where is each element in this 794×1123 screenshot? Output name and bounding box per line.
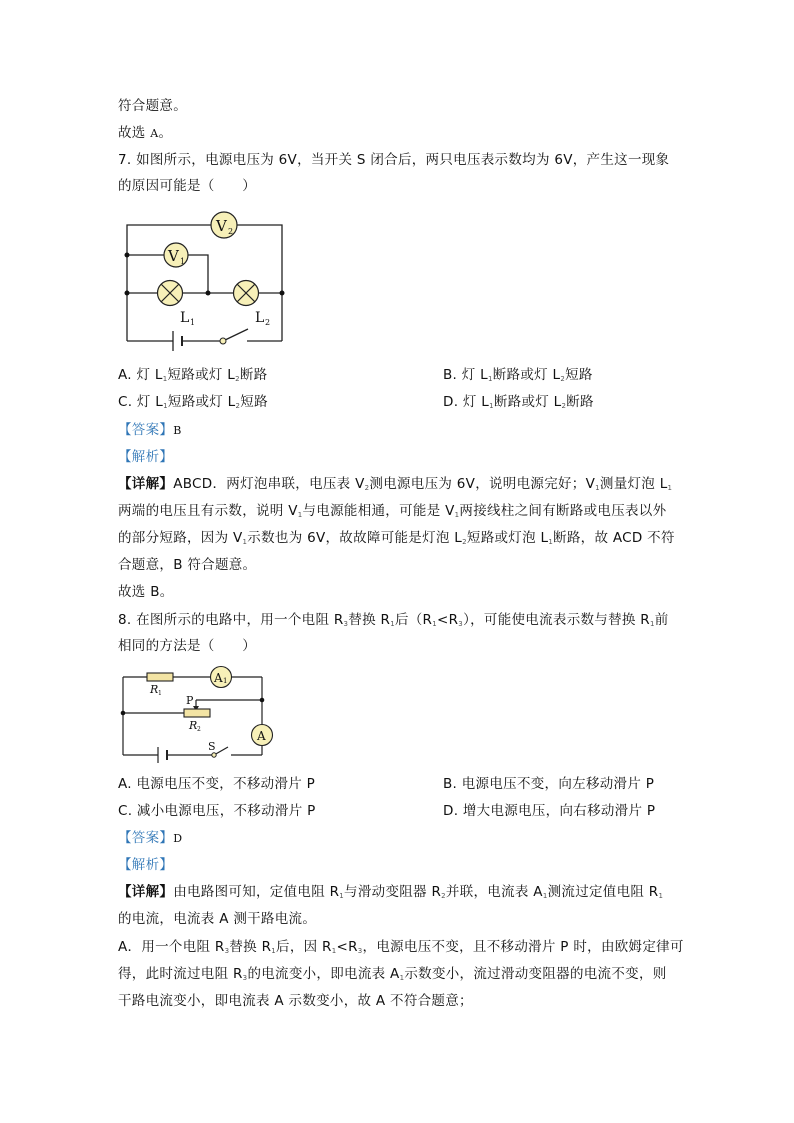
option-text: B. 灯 L <box>443 367 488 383</box>
subscript: 1 <box>595 484 600 492</box>
detail-text: 两接线柱之间有断路或电压表以外 <box>459 503 667 519</box>
switch-s-label: S <box>208 740 216 753</box>
detail-text: 示数变小，流过滑动变阻器的电流不变，则 <box>404 966 667 982</box>
junction-dot <box>280 291 285 296</box>
q8-option-c: C. 减小电源电压，不移动滑片 P <box>118 803 316 819</box>
analysis-tag: 【解析】 <box>118 449 174 465</box>
detail-text: 得，此时流过电阻 R <box>118 966 243 982</box>
stem-text: 后（R <box>394 612 433 628</box>
subscript: 3 <box>357 947 363 955</box>
q8-circuit-diagram <box>110 662 290 767</box>
detail-text: 测流过定值电阻 R <box>547 884 659 900</box>
q7-choice: 故选 B。 <box>118 584 174 600</box>
stem-text: <R <box>437 612 459 628</box>
svg-text:A: A <box>257 729 266 743</box>
subscript: 1 <box>331 947 337 955</box>
ammeter-a <box>252 725 273 746</box>
subscript: 1 <box>548 538 554 546</box>
subscript: 3 <box>458 620 464 628</box>
lamp-l2-label: L <box>255 310 265 326</box>
stem-text: ），可能使电流表示数与替换 R <box>463 612 650 628</box>
q7-option-a <box>118 366 267 388</box>
detail-text: 与滑动变阻器 R <box>344 884 442 900</box>
option-text: D. 灯 L <box>443 394 490 410</box>
option-text: 断路 <box>566 394 594 410</box>
stem-text: 8. 在图所示的电路中，用一个电阻 R <box>118 612 344 628</box>
subscript: 1 <box>667 484 673 492</box>
q8-detail-line1 <box>118 883 663 905</box>
q8-a-analysis-line3: 干路电流变小，即电流表 A 示数变小，故 A 不符合题意； <box>118 993 473 1009</box>
subscript: 1 <box>242 538 248 546</box>
subscript: 1 <box>297 511 303 519</box>
detail-tag: 【详解】 <box>118 476 174 492</box>
detail-text: 的电流变小，即电流表 A <box>247 966 400 982</box>
subscript: 2 <box>560 375 566 383</box>
detail-text: ，电源电压不变，且不移动滑片 P 时，由欧姆定律可 <box>362 939 684 955</box>
option-text: 短路 <box>240 394 268 410</box>
subscript: 1 <box>339 892 345 900</box>
subscript: 1 <box>432 620 437 628</box>
option-text: 断路 <box>239 367 268 383</box>
detail-text: 断路，故 ACD 不符 <box>553 530 675 546</box>
subscript: 1 <box>271 947 277 955</box>
subscript: 1 <box>658 892 664 900</box>
detail-text: 短路或灯泡 L <box>466 530 549 546</box>
subscript: 1 <box>163 402 168 410</box>
subscript: 2 <box>561 402 567 410</box>
q7-stem-line2: 的原因可能是（ ） <box>118 178 256 194</box>
junction-dot <box>260 698 265 703</box>
q8-stem-line2: 相同的方法是（ ） <box>118 638 256 654</box>
subscript: 1 <box>454 511 460 519</box>
junction-dot <box>125 253 130 258</box>
r1-sub: 1 <box>158 690 162 697</box>
voltmeter-v2 <box>211 212 237 238</box>
detail-text: 替换 R <box>229 939 272 955</box>
detail-text: 由电路图可知，定值电阻 R <box>173 884 340 900</box>
svg-text:2: 2 <box>228 227 234 236</box>
svg-text:A: A <box>214 671 223 685</box>
subscript: 2 <box>462 538 467 546</box>
subscript: 2 <box>235 402 241 410</box>
slider-p-label: P <box>186 694 194 707</box>
option-text: A. 灯 L <box>118 367 163 383</box>
q7-answer <box>118 421 182 440</box>
q7-option-d <box>443 393 594 415</box>
r1-label: R <box>150 683 159 696</box>
q8-answer <box>118 829 182 848</box>
subscript: 3 <box>343 620 349 628</box>
subscript: 1 <box>487 375 493 383</box>
q8-a-analysis-line1 <box>118 938 684 960</box>
subscript: 1 <box>399 974 405 982</box>
q7-analysis-heading <box>118 448 173 466</box>
option-text: 短路或灯 L <box>167 367 236 383</box>
answer-value: D <box>173 832 183 845</box>
option-text: C. 灯 L <box>118 394 164 410</box>
resistor-r1 <box>147 673 173 681</box>
detail-text: A．用一个电阻 R <box>118 939 225 955</box>
subscript: 1 <box>162 375 168 383</box>
prev-choice <box>118 124 172 143</box>
q7-circuit-diagram <box>110 205 310 355</box>
switch-pivot <box>220 338 226 344</box>
junction-dot <box>121 711 126 716</box>
answer-value: B <box>173 424 182 437</box>
rheostat-r2 <box>184 709 210 717</box>
junction-dot <box>125 291 130 296</box>
lamp-l1-label: L <box>180 310 190 326</box>
subscript: 1 <box>489 402 494 410</box>
q7-option-c <box>118 393 268 415</box>
stem-text: 前 <box>654 612 669 628</box>
answer-tag: 【答案】 <box>118 830 174 846</box>
q8-option-d: D. 增大电源电压，向右移动滑片 P <box>443 803 656 819</box>
detail-text: ABCD．两灯泡串联，电压表 V <box>173 476 365 492</box>
detail-text: 并联，电流表 A <box>445 884 543 900</box>
lamp-l1-icon <box>158 281 183 306</box>
voltmeter-v1 <box>164 243 188 267</box>
answer-tag: 【答案】 <box>118 422 174 438</box>
choose-label: 故选 <box>118 125 146 141</box>
subscript: 2 <box>364 484 370 492</box>
switch-pivot <box>212 753 216 757</box>
switch-blade <box>223 329 248 341</box>
detail-text: 示数也为 6V，故故障可能是灯泡 L <box>247 530 463 546</box>
subscript: 3 <box>242 974 248 982</box>
analysis-tag: 【解析】 <box>118 857 174 873</box>
option-text: 短路或灯 L <box>167 394 236 410</box>
svg-text:1: 1 <box>180 257 186 266</box>
q7-detail-line4: 合题意，B 符合题意。 <box>118 557 257 573</box>
subscript: 1 <box>649 620 655 628</box>
ammeter-a1 <box>211 667 232 688</box>
q8-option-b: B. 电源电压不变，向左移动滑片 P <box>443 776 655 792</box>
subscript: 1 <box>390 620 395 628</box>
prev-conclusion: 符合题意。 <box>118 98 187 114</box>
detail-text: 的部分短路，因为 V <box>118 530 243 546</box>
svg-text:V: V <box>216 217 227 235</box>
detail-text: 两端的电压且有示数，说明 V <box>118 503 298 519</box>
detail-text: 测量灯泡 L <box>599 476 668 492</box>
subscript: 2 <box>235 375 240 383</box>
q7-option-b <box>443 366 593 388</box>
svg-text:V: V <box>168 247 179 265</box>
detail-text: 测电源电压为 6V，说明电源完好；V <box>369 476 596 492</box>
option-text: 断路或灯 L <box>492 367 561 383</box>
lamp-l1-sub: 1 <box>190 318 196 327</box>
q8-detail-line2: 的电流，电流表 A 测干路电流。 <box>118 911 317 927</box>
detail-tag: 【详解】 <box>118 884 174 900</box>
subscript: 2 <box>441 892 446 900</box>
q8-analysis-heading <box>118 856 173 874</box>
q7-stem-line1: 7. 如图所示，电源电压为 6V，当开关 S 闭合后，两只电压表示数均为 6V，产生这一现象 <box>118 152 670 168</box>
q8-a-analysis-line2 <box>118 965 667 987</box>
choose-end: 。 <box>158 125 173 141</box>
lamp-l2-sub: 2 <box>265 318 271 327</box>
detail-text: <R <box>336 939 358 955</box>
q7-detail-line2 <box>118 502 666 524</box>
q7-detail-line3 <box>118 529 675 551</box>
r2-sub: 2 <box>197 726 201 733</box>
detail-text: 与电源能相通，可能是 V <box>302 503 455 519</box>
lamp-l2-icon <box>234 281 259 306</box>
q8-option-a: A. 电源电压不变，不移动滑片 P <box>118 776 316 792</box>
svg-text:1: 1 <box>223 677 228 685</box>
r2-label: R <box>189 719 198 732</box>
q8-stem-line1 <box>118 611 669 633</box>
junction-dot <box>206 291 211 296</box>
subscript: 1 <box>542 892 548 900</box>
stem-text: 替换 R <box>348 612 391 628</box>
choose-answer: A <box>150 127 159 140</box>
subscript: 3 <box>224 947 230 955</box>
option-text: 断路或灯 L <box>493 394 562 410</box>
option-text: 短路 <box>565 367 593 383</box>
detail-text: 后，因 R <box>276 939 332 955</box>
q7-detail-line1 <box>118 475 672 497</box>
